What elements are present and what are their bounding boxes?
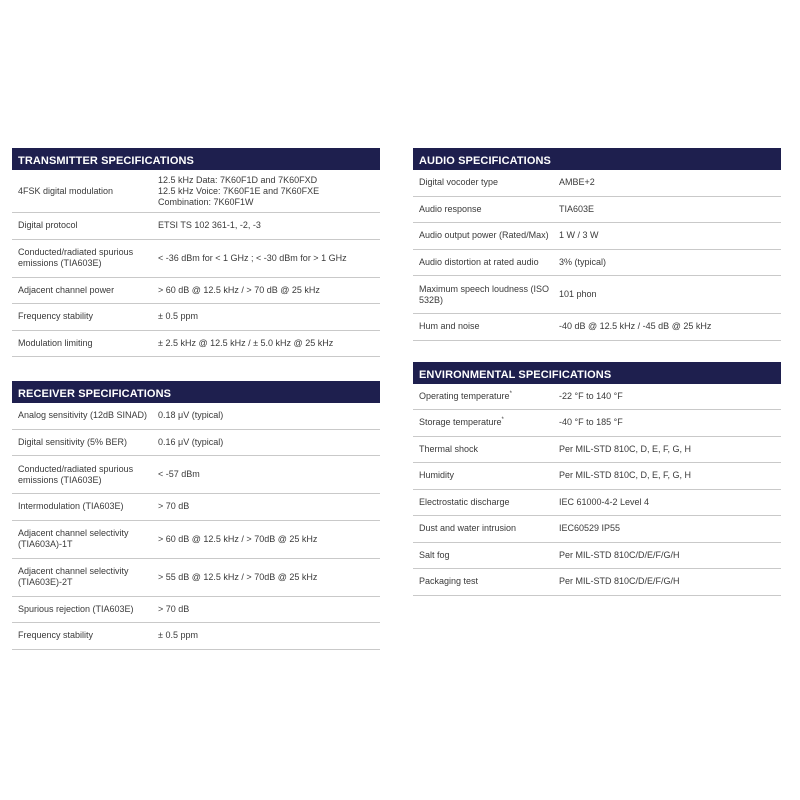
spec-value: > 70 dB (158, 603, 190, 614)
environmental-section (413, 362, 781, 596)
spec-value: > 55 dB @ 12.5 kHz / > 70dB @ 25 kHz (158, 571, 318, 582)
spec-value: ± 2.5 kHz @ 12.5 kHz / ± 5.0 kHz @ 25 kHz (158, 337, 334, 348)
spec-value: 3% (typical) (559, 256, 607, 267)
spec-row (413, 463, 781, 490)
transmitter-header: TRANSMITTER SPECIFICATIONS (12, 148, 380, 170)
spec-row (12, 521, 380, 559)
spec-label: Salt fog (419, 549, 450, 560)
spec-row (413, 437, 781, 464)
spec-label: Audio distortion at rated audio (419, 256, 539, 267)
spec-label: Spurious rejection (TIA603E) (18, 603, 134, 614)
left-column (12, 148, 380, 650)
spec-value: -40 dB @ 12.5 kHz / -45 dB @ 25 kHz (559, 321, 712, 332)
spec-label (413, 391, 559, 402)
spec-label: Adjacent channel selectivity (TIA603A)-1T (18, 528, 129, 549)
spec-value: Per MIL-STD 810C/D/E/F/G/H (559, 576, 680, 587)
transmitter-section (12, 148, 380, 357)
spec-row (413, 250, 781, 277)
spec-row (12, 170, 380, 213)
spec-row (12, 304, 380, 331)
spec-label: Conducted/radiated spurious emissions (TIA603E) (18, 463, 134, 485)
spec-row (413, 276, 781, 314)
right-column (413, 148, 781, 596)
spec-label: Audio output power (Rated/Max) (419, 230, 549, 241)
spec-value: > 60 dB @ 12.5 kHz / > 70 dB @ 25 kHz (158, 284, 320, 295)
spec-row (12, 623, 380, 650)
spec-row (413, 170, 781, 197)
spec-label: Packaging test (419, 576, 479, 587)
spec-value: 101 phon (559, 289, 597, 299)
spec-label: Dust and water intrusion (419, 523, 517, 534)
spec-label: Audio response (419, 203, 482, 214)
spec-value: 0.16 μV (typical) (158, 436, 224, 447)
spec-row (413, 223, 781, 250)
spec-row (413, 516, 781, 543)
spec-label: Frequency stability (18, 630, 94, 641)
spec-row (12, 278, 380, 305)
spec-row (413, 543, 781, 570)
spec-row (12, 240, 380, 278)
footnote-mark: * (509, 390, 512, 397)
spec-label (413, 417, 559, 428)
spec-label: Adjacent channel power (18, 284, 115, 295)
spec-value: Per MIL-STD 810C, D, E, F, G, H (559, 443, 692, 454)
spec-label: Digital sensitivity (5% BER) (18, 436, 128, 447)
spec-row (12, 213, 380, 240)
spec-value: IEC60529 IP55 (559, 523, 621, 534)
spec-value: -22 °F to 140 °F (559, 390, 623, 401)
spec-row (413, 490, 781, 517)
spec-row (12, 403, 380, 430)
spec-row (413, 569, 781, 596)
audio-section (413, 148, 781, 341)
environmental-header: ENVIRONMENTAL SPECIFICATIONS (413, 362, 781, 384)
spec-row (413, 314, 781, 341)
receiver-section (12, 381, 380, 650)
spec-label: Hum and noise (419, 321, 480, 332)
spec-value: 12.5 kHz Data: 7K60F1D and 7K60FXD 12.5 kHz Voice: 7K60F1E and 7K60FXE Combination: 7K60F1W (158, 174, 320, 207)
spec-value: > 70 dB (158, 501, 190, 512)
receiver-header: RECEIVER SPECIFICATIONS (12, 381, 380, 403)
spec-value: -40 °F to 185 °F (559, 417, 623, 428)
spec-label: Electrostatic discharge (419, 496, 510, 507)
spec-label: Maximum speech loudness (ISO 532B) (419, 283, 550, 305)
spec-row (12, 559, 380, 597)
spec-label: Intermodulation (TIA603E) (18, 501, 124, 512)
spec-label: Digital protocol (18, 220, 78, 231)
spec-label: 4FSK digital modulation (18, 185, 114, 196)
spec-label-text: Operating temperature (419, 390, 510, 401)
spec-label-text: Storage temperature (419, 417, 502, 428)
spec-row (12, 456, 380, 494)
spec-value: Per MIL-STD 810C/D/E/F/G/H (559, 549, 680, 560)
spec-label: Conducted/radiated spurious emissions (TIA603E) (18, 247, 134, 268)
spec-value: < -57 dBm (158, 469, 200, 479)
audio-header: AUDIO SPECIFICATIONS (413, 148, 781, 170)
spec-value: ± 0.5 ppm (158, 630, 198, 641)
spec-label: Frequency stability (18, 311, 94, 322)
spec-label: Analog sensitivity (12dB SINAD) (18, 410, 148, 421)
spec-row (413, 197, 781, 224)
footnote-mark: * (501, 417, 504, 424)
spec-value: IEC 61000-4-2 Level 4 (559, 496, 650, 507)
spec-label: Modulation limiting (18, 337, 93, 348)
spec-value: 1 W / 3 W (559, 230, 599, 241)
spec-label: Adjacent channel selectivity (TIA603E)-2T (18, 566, 129, 587)
spec-value: TIA603E (559, 203, 595, 214)
spec-value: ± 0.5 ppm (158, 311, 198, 322)
spec-label: Humidity (419, 470, 455, 481)
spec-value: ETSI TS 102 361-1, -2, -3 (158, 220, 261, 231)
spec-value: > 60 dB @ 12.5 kHz / > 70dB @ 25 kHz (158, 533, 318, 544)
spec-row (413, 384, 781, 411)
spec-label: Digital vocoder type (419, 177, 499, 188)
spec-row (12, 331, 380, 358)
spec-row (12, 430, 380, 457)
spec-value: AMBE+2 (559, 177, 595, 188)
spec-label: Thermal shock (419, 443, 479, 454)
spec-row (12, 494, 380, 521)
spec-value: < -36 dBm for < 1 GHz ; < -30 dBm for > 1 GHz (158, 252, 347, 263)
spec-row (12, 597, 380, 624)
spec-row (413, 410, 781, 437)
spec-value: 0.18 μV (typical) (158, 410, 224, 421)
spec-value: Per MIL-STD 810C, D, E, F, G, H (559, 470, 692, 481)
